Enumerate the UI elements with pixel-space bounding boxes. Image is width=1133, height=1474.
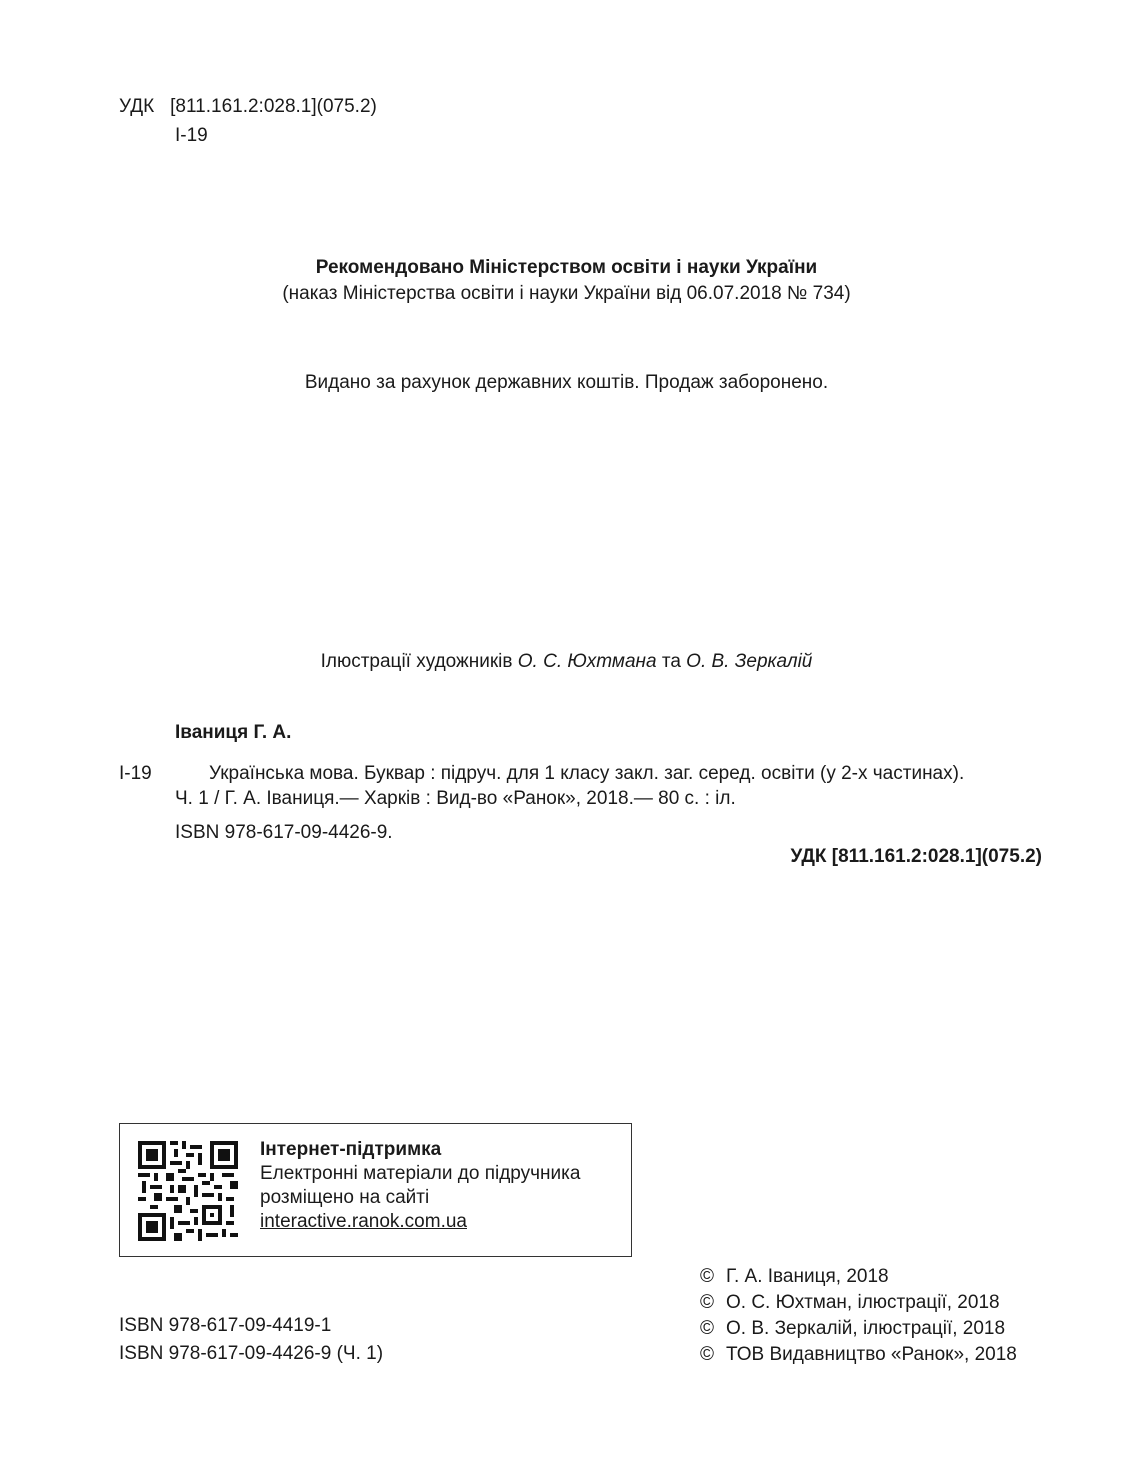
bibliography-line-2: Ч. 1 / Г. А. Іваниця.— Харків : Вид-во «Ранок», 2018.— 80 с. : іл. [175,788,736,809]
recommendation-order: (наказ Міністерства освіти і науки України від 06.07.2018 № 734) [282,283,851,304]
internet-support-box [119,1123,632,1257]
udk-label: УДК [119,96,155,117]
illustrations-prefix: Ілюстрації художників [320,651,518,672]
bibliography-line-1: Українська мова. Буквар : підруч. для 1 класу закл. заг. серед. освіти (у 2-х частинах). [209,763,965,784]
copyright-icon: © [700,1292,714,1313]
support-line-2: розміщено на сайті [260,1187,430,1208]
bibliography-author: Іваниця Г. А. [175,722,292,743]
copyright-item [700,1316,1005,1342]
copyright-icon: © [700,1318,714,1339]
artist-1: О. С. Юхтмана [517,651,657,672]
support-url-link[interactable]: interactive.ranok.com.ua [260,1211,467,1232]
support-text [260,1138,580,1234]
udk-header [119,94,377,120]
isbn-1: ISBN 978-617-09-4419-1 [119,1315,332,1336]
copyright-text: Г. А. Іваниця, 2018 [726,1266,889,1287]
illustrations-credit [0,649,1133,675]
udk-code: [811.161.2:028.1](075.2) [170,96,377,117]
artist-2: О. В. Зеркалій [686,651,813,672]
author-mark: І-19 [175,125,208,146]
copyright-item [700,1342,1017,1368]
support-title: Інтернет-підтримка [260,1139,442,1160]
illustrations-joiner: та [656,651,687,672]
copyright-text: О. С. Юхтман, ілюстрації, 2018 [726,1292,1000,1313]
bibliography-udk: УДК [811.161.2:028.1](075.2) [790,846,1042,867]
bibliography-mark: І-19 [119,763,152,784]
copyright-icon: © [700,1266,714,1287]
copyright-item [700,1290,1000,1316]
copyright-icon: © [700,1344,714,1365]
recommendation-title: Рекомендовано Міністерством освіти і науки України [315,257,818,278]
copyright-text: ТОВ Видавництво «Ранок», 2018 [726,1344,1017,1365]
copyright-item [700,1264,889,1290]
qr-code-icon [138,1141,238,1241]
support-line-1: Електронні матеріали до підручника [260,1163,581,1184]
funding-note: Видано за рахунок державних коштів. Продаж заборонено. [304,372,829,393]
copyright-text: О. В. Зеркалій, ілюстрації, 2018 [726,1318,1006,1339]
bibliography-isbn: ISBN 978-617-09-4426-9. [175,822,393,843]
isbn-2: ISBN 978-617-09-4426-9 (Ч. 1) [119,1343,384,1364]
